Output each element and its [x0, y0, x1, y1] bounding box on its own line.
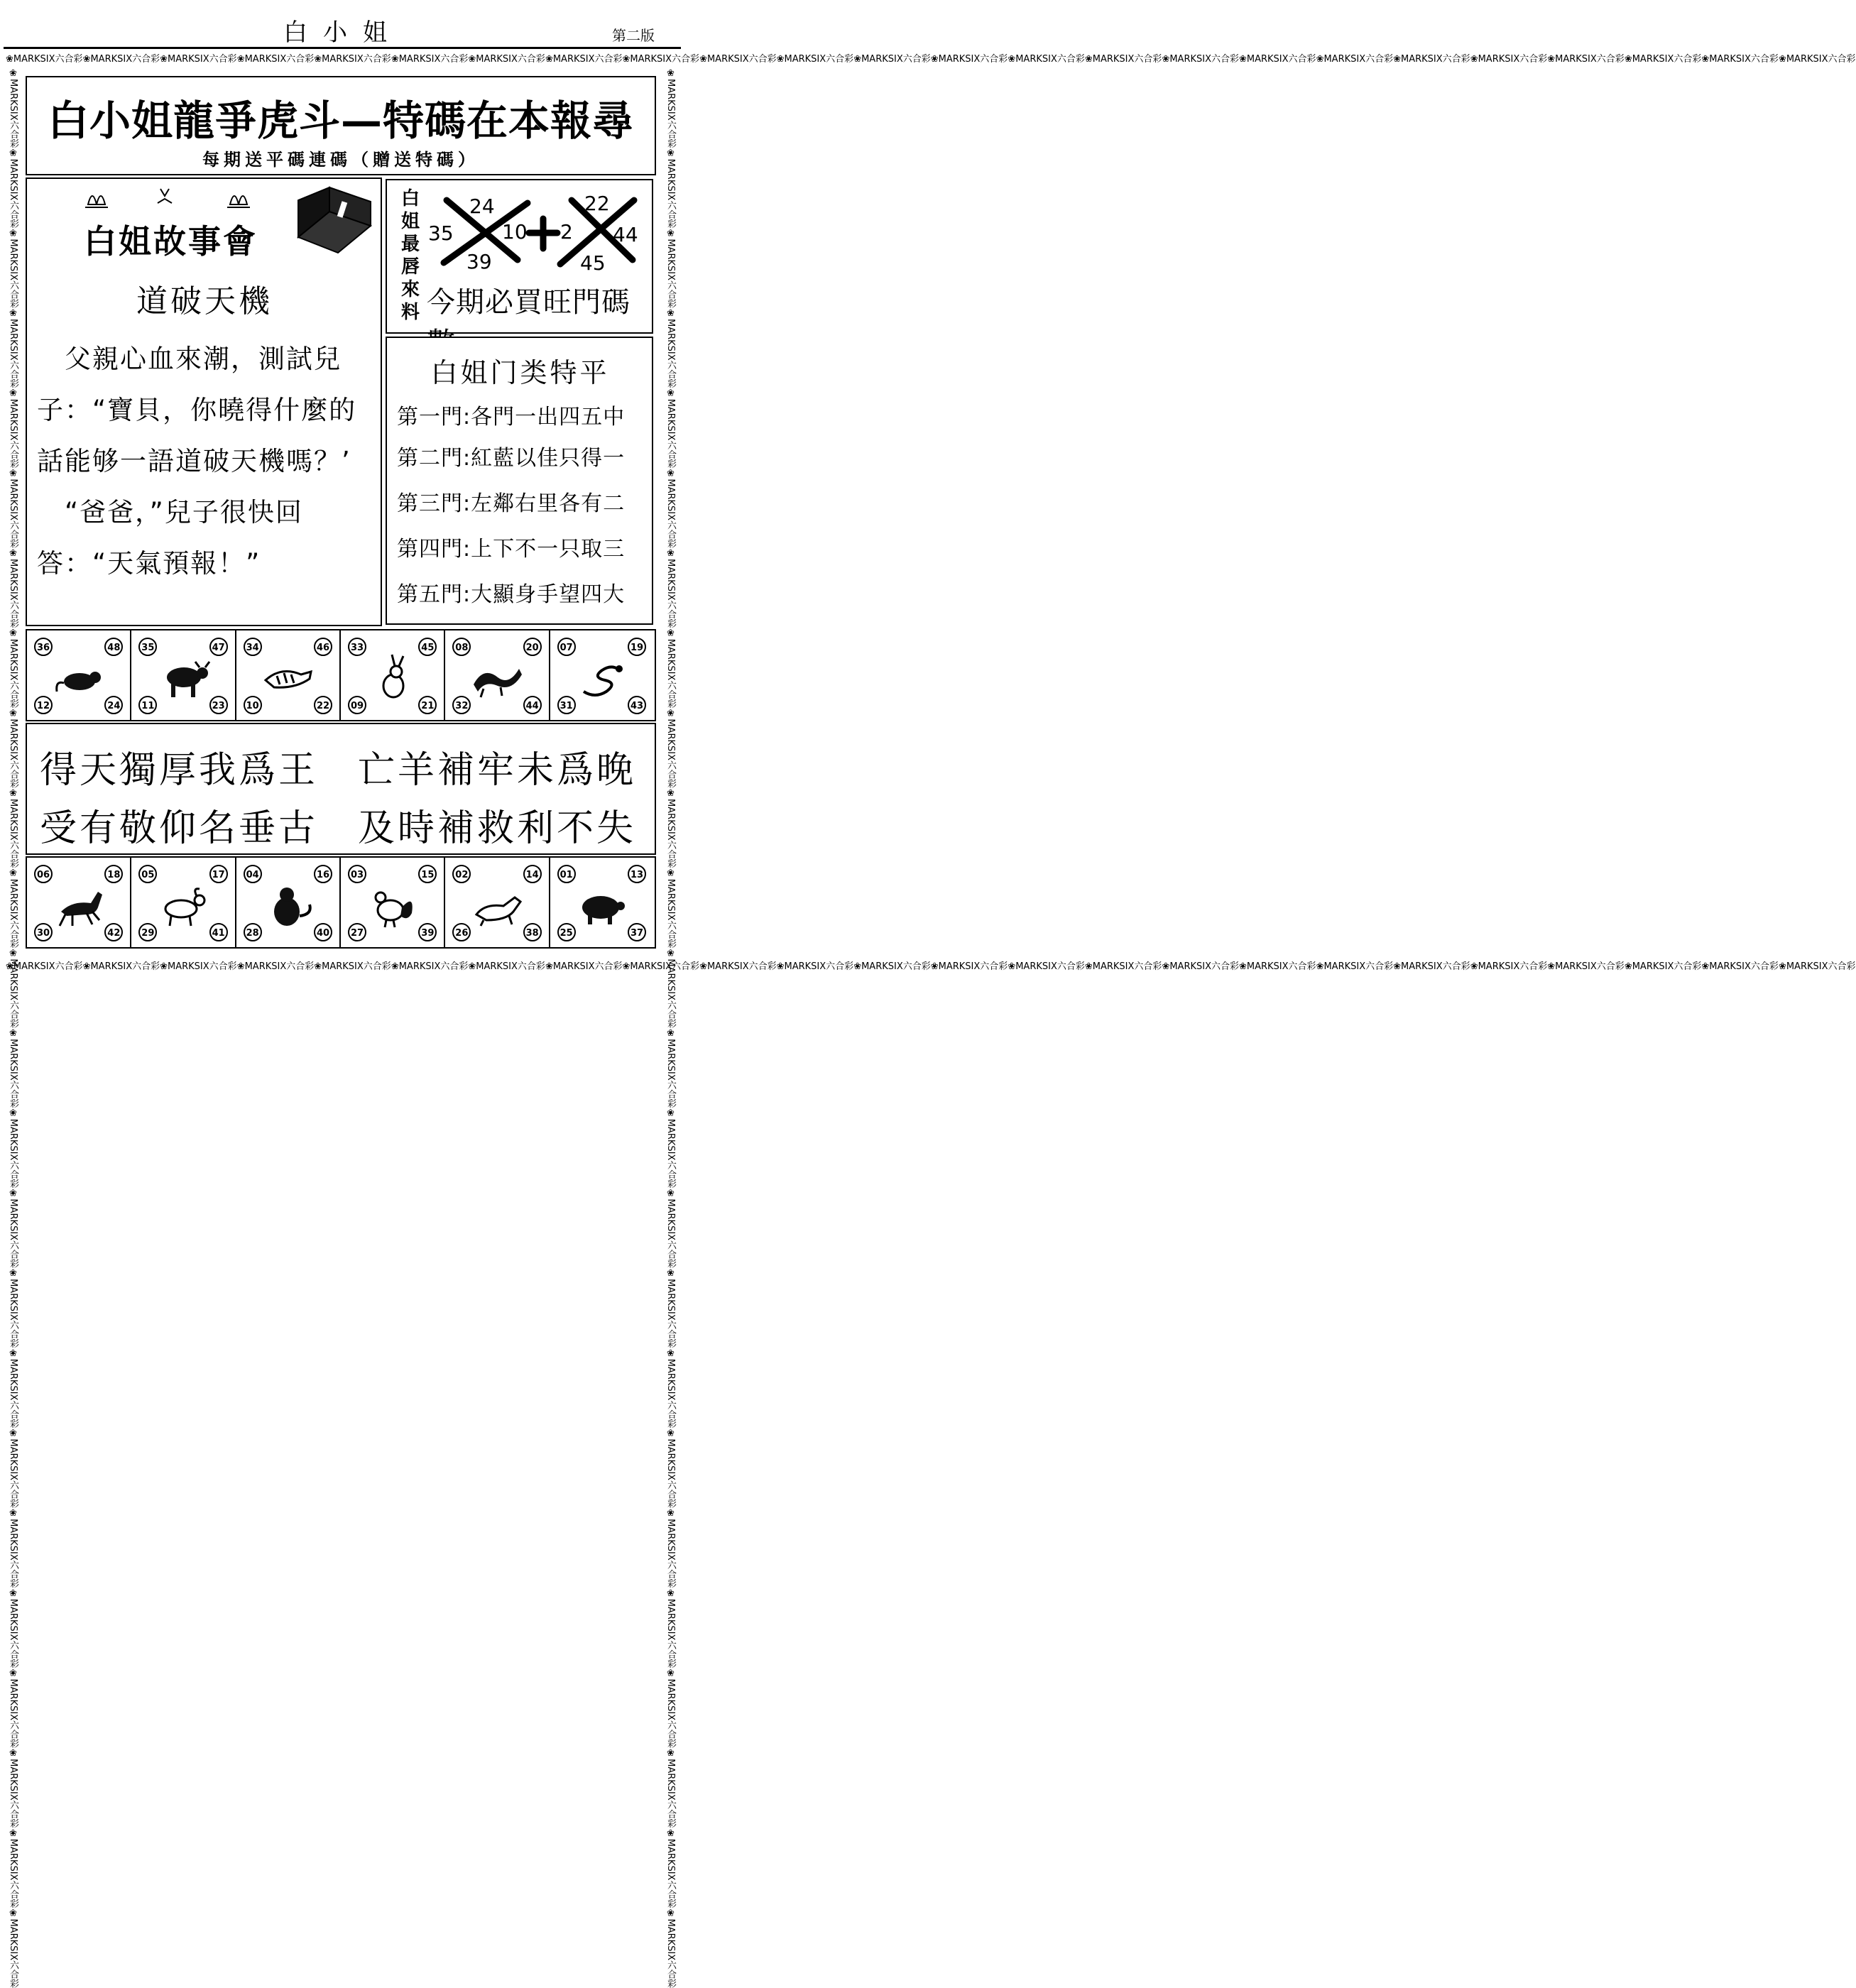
marquee-unit: ❀MARKSIX六合彩	[545, 961, 623, 972]
dragon-icon	[469, 652, 526, 701]
zodiac-number: 29	[138, 923, 157, 941]
zodiac-number: 11	[138, 696, 157, 714]
gate-text: 上下不一只取三	[471, 537, 626, 562]
headline: 白小姐龍爭虎斗—特碼在本報尋	[47, 97, 634, 145]
zodiac-cell	[341, 630, 445, 720]
marquee-unit: ❀MARKSIX六合彩	[8, 1348, 18, 1429]
marquee-unit: ❀MARKSIX六合彩	[665, 1188, 676, 1269]
marquee-unit: ❀MARKSIX六合彩	[314, 961, 391, 972]
marquee-unit: ❀MARKSIX六合彩	[699, 961, 777, 972]
pred-number: 24	[469, 195, 495, 218]
ox-icon	[155, 652, 212, 701]
zodiac-number: 15	[418, 865, 437, 883]
gate-row	[397, 440, 625, 471]
marquee-unit: ❀MARKSIX六合彩	[1547, 54, 1625, 65]
snake-icon	[574, 652, 631, 701]
gate-text: 大顯身手望四大	[471, 582, 626, 607]
story-body	[37, 334, 378, 589]
marquee-unit: ❀MARKSIX六合彩	[8, 1668, 18, 1749]
zodiac-number: 08	[452, 638, 471, 656]
pred-number: 44	[613, 223, 638, 246]
subheadline: 每期送平碼連碼（贈送特碼）	[202, 150, 479, 170]
zodiac-number: 06	[34, 865, 53, 883]
marquee-unit: ❀MARKSIX六合彩	[8, 308, 18, 388]
marquee-unit: ❀MARKSIX六合彩	[1470, 54, 1548, 65]
zodiac-cell	[550, 630, 655, 720]
rabbit-icon	[365, 652, 422, 701]
marquee-unit: ❀MARKSIX六合彩	[8, 1268, 18, 1348]
marquee-unit: ❀MARKSIX六合彩	[665, 1108, 676, 1189]
marquee-unit: ❀MARKSIX六合彩	[1162, 54, 1239, 65]
zodiac-number: 28	[244, 923, 262, 941]
marquee-unit: ❀MARKSIX六合彩	[665, 1588, 676, 1668]
marquee-unit: ❀MARKSIX六合彩	[622, 961, 700, 972]
gates-title: 白姐门类特平	[430, 357, 610, 388]
marquee-unit: ❀MARKSIX六合彩	[6, 54, 83, 65]
zodiac-grid-top	[26, 629, 656, 721]
marquee-unit: ❀MARKSIX六合彩	[1701, 961, 1779, 972]
marquee-unit: ❀MARKSIX六合彩	[776, 54, 854, 65]
marquee-unit: ❀MARKSIX六合彩	[665, 468, 676, 549]
marquee-unit: ❀MARKSIX六合彩	[1701, 54, 1779, 65]
zodiac-number: 42	[104, 923, 123, 941]
poem-line: 亡羊補牢未爲晚	[358, 749, 637, 792]
prediction-headline: 今期必買旺門碼	[427, 286, 631, 319]
marquee-unit: ❀MARKSIX六合彩	[665, 68, 676, 148]
zodiac-number: 36	[34, 638, 53, 656]
marquee-unit: ❀MARKSIX六合彩	[665, 148, 676, 229]
marquee-unit: ❀MARKSIX六合彩	[1316, 961, 1394, 972]
marquee-unit: ❀MARKSIX六合彩	[1008, 54, 1085, 65]
marquee-unit: ❀MARKSIX六合彩	[622, 54, 700, 65]
zodiac-number: 31	[557, 696, 576, 714]
gate-text: 左鄰右里各有二	[471, 491, 626, 516]
marquee-unit: ❀MARKSIX六合彩	[1393, 54, 1470, 65]
zodiac-cell	[236, 858, 341, 947]
marquee-unit: ❀MARKSIX六合彩	[853, 54, 931, 65]
marquee-unit: ❀MARKSIX六合彩	[8, 1028, 18, 1108]
marquee-unit: ❀MARKSIX六合彩	[545, 54, 623, 65]
story-heading: 白姐故事會	[84, 222, 258, 261]
zodiac-number: 37	[628, 923, 646, 941]
marquee-unit: ❀MARKSIX六合彩	[1624, 961, 1702, 972]
zodiac-number: 03	[348, 865, 366, 883]
marquee-unit: ❀MARKSIX六合彩	[665, 868, 676, 949]
marquee-unit: ❀MARKSIX六合彩	[8, 68, 18, 148]
marquee-unit: ❀MARKSIX六合彩	[1470, 961, 1548, 972]
zodiac-number: 39	[418, 923, 437, 941]
zodiac-number: 24	[104, 696, 123, 714]
marquee-unit: ❀MARKSIX六合彩	[665, 788, 676, 868]
marquee-unit: ❀MARKSIX六合彩	[468, 961, 545, 972]
zodiac-number: 19	[628, 638, 646, 656]
marquee-unit: ❀MARKSIX六合彩	[1393, 961, 1470, 972]
zodiac-number: 35	[138, 638, 157, 656]
poem-box	[26, 723, 656, 855]
zodiac-number: 26	[452, 923, 471, 941]
marquee-unit: ❀MARKSIX六合彩	[8, 228, 18, 309]
story-paragraph: 父親心血來潮，測試兒子：“寶貝，你曉得什麼的話能够一語道破天機嗎？’	[37, 344, 357, 476]
marquee-unit: ❀MARKSIX六合彩	[468, 54, 545, 65]
zodiac-number: 12	[34, 696, 53, 714]
rooster-icon	[365, 879, 422, 929]
marquee-unit: ❀MARKSIX六合彩	[665, 948, 676, 1029]
marquee-unit: ❀MARKSIX六合彩	[82, 54, 160, 65]
marquee-unit: ❀MARKSIX六合彩	[391, 961, 469, 972]
horse-icon	[51, 879, 108, 929]
marquee-unit: ❀MARKSIX六合彩	[6, 961, 83, 972]
zodiac-cell	[27, 630, 131, 720]
marquee-right	[662, 68, 678, 1988]
zodiac-cell	[236, 630, 341, 720]
marquee-unit: ❀MARKSIX六合彩	[665, 308, 676, 388]
zodiac-cell	[445, 630, 550, 720]
zodiac-number: 43	[628, 696, 646, 714]
marquee-unit: ❀MARKSIX六合彩	[160, 54, 237, 65]
zodiac-number: 46	[314, 638, 332, 656]
marquee-unit: ❀MARKSIX六合彩	[665, 1428, 676, 1509]
marquee-unit: ❀MARKSIX六合彩	[8, 388, 18, 469]
zodiac-number: 16	[314, 865, 332, 883]
zodiac-number: 41	[209, 923, 228, 941]
marquee-unit: ❀MARKSIX六合彩	[391, 54, 469, 65]
marquee-unit: ❀MARKSIX六合彩	[776, 961, 854, 972]
marquee-unit: ❀MARKSIX六合彩	[665, 228, 676, 309]
marquee-unit: ❀MARKSIX六合彩	[314, 54, 391, 65]
marquee-unit: ❀MARKSIX六合彩	[1008, 961, 1085, 972]
marquee-unit: ❀MARKSIX六合彩	[8, 628, 18, 709]
zodiac-cell	[445, 858, 550, 947]
poem-line: 及時補救利不失	[358, 807, 637, 850]
marquee-unit: ❀MARKSIX六合彩	[930, 54, 1008, 65]
rat-icon	[51, 652, 108, 701]
marquee-unit: ❀MARKSIX六合彩	[665, 388, 676, 469]
story-box	[26, 178, 382, 626]
marquee-unit: ❀MARKSIX六合彩	[8, 1908, 18, 1988]
marquee-unit: ❀MARKSIX六合彩	[8, 1508, 18, 1588]
marquee-unit: ❀MARKSIX六合彩	[1624, 54, 1702, 65]
gate-row	[397, 531, 625, 562]
gate-text: 各門一出四五中	[471, 405, 626, 430]
marquee-unit: ❀MARKSIX六合彩	[160, 961, 237, 972]
marquee-unit: ❀MARKSIX六合彩	[699, 54, 777, 65]
marquee-unit: ❀MARKSIX六合彩	[8, 148, 18, 229]
marquee-unit: ❀MARKSIX六合彩	[236, 961, 315, 972]
zodiac-cell	[550, 858, 655, 947]
ornament-icon	[82, 183, 295, 214]
zodiac-number: 10	[244, 696, 262, 714]
header-divider	[4, 47, 681, 49]
marquee-unit: ❀MARKSIX六合彩	[1162, 961, 1239, 972]
marquee-unit: ❀MARKSIX六合彩	[8, 788, 18, 868]
gate-row	[397, 399, 625, 430]
pred-number: 39	[466, 250, 492, 273]
marquee-unit: ❀MARKSIX六合彩	[1778, 54, 1856, 65]
marquee-unit: ❀MARKSIX六合彩	[665, 1268, 676, 1348]
marquee-unit: ❀MARKSIX六合彩	[665, 1348, 676, 1429]
prediction-box	[386, 179, 653, 334]
marquee-unit: ❀MARKSIX六合彩	[665, 1028, 676, 1108]
zodiac-number: 07	[557, 638, 576, 656]
zodiac-number: 01	[557, 865, 576, 883]
zodiac-number: 09	[348, 696, 366, 714]
marquee-unit: ❀MARKSIX六合彩	[665, 1668, 676, 1749]
marquee-unit: ❀MARKSIX六合彩	[853, 961, 931, 972]
prediction-side-label: 白姐最唇來料	[400, 188, 420, 323]
zodiac-number: 04	[244, 865, 262, 883]
goat-icon	[155, 879, 212, 929]
gate-label: 第二門:	[397, 446, 471, 471]
zodiac-number: 48	[104, 638, 123, 656]
marquee-unit: ❀MARKSIX六合彩	[665, 708, 676, 789]
zodiac-number: 25	[557, 923, 576, 941]
zodiac-cell	[341, 858, 445, 947]
marquee-unit: ❀MARKSIX六合彩	[8, 468, 18, 549]
story-title: 道破天機	[136, 283, 273, 320]
zodiac-number: 34	[244, 638, 262, 656]
marquee-unit: ❀MARKSIX六合彩	[1084, 54, 1162, 65]
zodiac-cell	[131, 630, 236, 720]
zodiac-number: 38	[523, 923, 542, 941]
marquee-unit: ❀MARKSIX六合彩	[665, 628, 676, 709]
zodiac-number: 13	[628, 865, 646, 883]
marquee-unit: ❀MARKSIX六合彩	[665, 1828, 676, 1908]
dog-icon	[469, 879, 526, 929]
gate-label: 第四門:	[397, 537, 471, 562]
zodiac-number: 02	[452, 865, 471, 883]
pred-number: 35	[428, 222, 454, 245]
zodiac-number: 22	[314, 696, 332, 714]
marquee-unit: ❀MARKSIX六合彩	[1547, 961, 1625, 972]
number-cross-graphic	[427, 186, 650, 275]
zodiac-number: 45	[418, 638, 437, 656]
marquee-unit: ❀MARKSIX六合彩	[8, 1428, 18, 1509]
gate-label: 第一門:	[397, 405, 471, 430]
zodiac-number: 17	[209, 865, 228, 883]
marquee-unit: ❀MARKSIX六合彩	[8, 548, 18, 628]
marquee-bottom	[6, 960, 1856, 974]
headline-box	[26, 76, 656, 175]
gates-box	[386, 337, 653, 625]
zodiac-number: 23	[209, 696, 228, 714]
gate-row	[397, 486, 625, 517]
pred-number: 10	[502, 220, 528, 244]
marquee-unit: ❀MARKSIX六合彩	[1084, 961, 1162, 972]
zodiac-number: 47	[209, 638, 228, 656]
marquee-unit: ❀MARKSIX六合彩	[930, 961, 1008, 972]
marquee-unit: ❀MARKSIX六合彩	[1778, 961, 1856, 972]
gate-label: 第三門:	[397, 491, 471, 516]
story-paragraph: “爸爸，”兒子很快回答：“天氣預報！”	[37, 497, 303, 579]
marquee-unit: ❀MARKSIX六合彩	[8, 1588, 18, 1668]
marquee-unit: ❀MARKSIX六合彩	[8, 708, 18, 789]
zodiac-number: 27	[348, 923, 366, 941]
zodiac-grid-bottom	[26, 856, 656, 949]
marquee-unit: ❀MARKSIX六合彩	[8, 948, 18, 1029]
marquee-unit: ❀MARKSIX六合彩	[8, 1748, 18, 1828]
poem-line: 得天獨厚我爲王	[40, 749, 319, 792]
zodiac-number: 30	[34, 923, 53, 941]
monkey-icon	[260, 879, 317, 929]
zodiac-number: 14	[523, 865, 542, 883]
zodiac-number: 18	[104, 865, 123, 883]
book-icon	[294, 186, 373, 257]
gate-text: 紅藍以佳只得一	[471, 446, 626, 471]
zodiac-number: 44	[523, 696, 542, 714]
zodiac-cell	[27, 858, 131, 947]
marquee-unit: ❀MARKSIX六合彩	[665, 548, 676, 628]
marquee-unit: ❀MARKSIX六合彩	[665, 1908, 676, 1988]
page-title: 白小姐	[283, 18, 403, 47]
zodiac-number: 40	[314, 923, 332, 941]
marquee-unit: ❀MARKSIX六合彩	[1239, 961, 1316, 972]
marquee-unit: ❀MARKSIX六合彩	[1239, 54, 1316, 65]
pred-number: 22	[584, 192, 610, 215]
marquee-left	[5, 68, 21, 1988]
zodiac-number: 20	[523, 638, 542, 656]
marquee-unit: ❀MARKSIX六合彩	[8, 1828, 18, 1908]
gate-label: 第五門:	[397, 582, 471, 607]
marquee-unit: ❀MARKSIX六合彩	[665, 1508, 676, 1588]
pred-number: 45	[580, 251, 606, 275]
pred-number: 2	[560, 220, 573, 244]
zodiac-cell	[131, 858, 236, 947]
gate-row	[397, 577, 625, 608]
marquee-unit: ❀MARKSIX六合彩	[1316, 54, 1394, 65]
marquee-unit: ❀MARKSIX六合彩	[8, 1108, 18, 1189]
zodiac-number: 05	[138, 865, 157, 883]
marquee-unit: ❀MARKSIX六合彩	[82, 961, 160, 972]
zodiac-number: 33	[348, 638, 366, 656]
marquee-top	[6, 53, 1856, 67]
edition-label: 第二版	[612, 27, 655, 44]
marquee-unit: ❀MARKSIX六合彩	[8, 1188, 18, 1269]
tiger-icon	[260, 652, 317, 701]
marquee-unit: ❀MARKSIX六合彩	[236, 54, 315, 65]
poem-line: 受有敬仰名垂古	[40, 807, 319, 850]
marquee-unit: ❀MARKSIX六合彩	[8, 868, 18, 949]
zodiac-number: 32	[452, 696, 471, 714]
marquee-unit: ❀MARKSIX六合彩	[665, 1748, 676, 1828]
zodiac-number: 21	[418, 696, 437, 714]
pig-icon	[574, 879, 631, 929]
